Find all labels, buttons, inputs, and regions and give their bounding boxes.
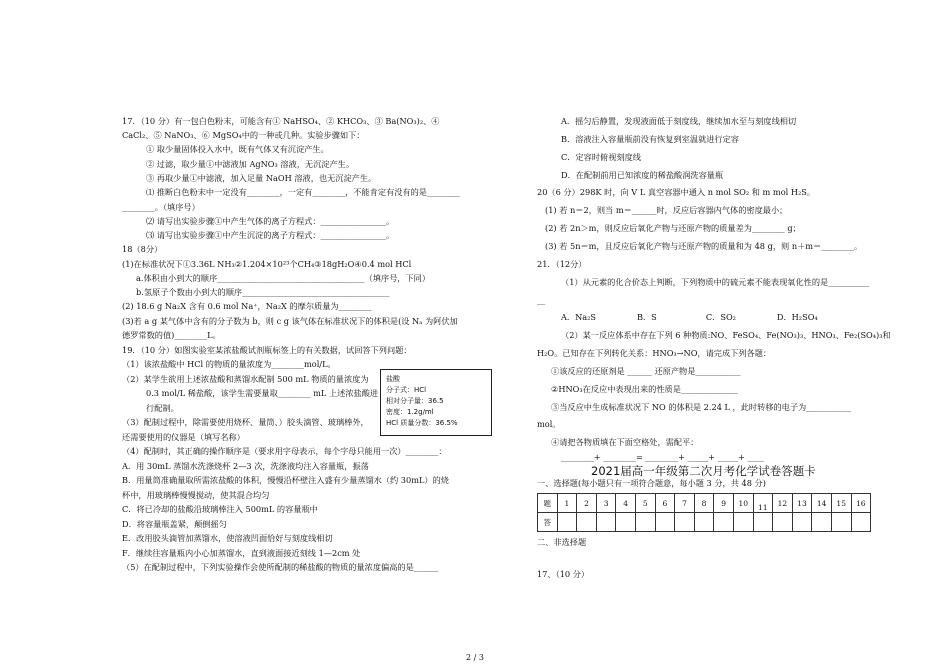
page-number: 2 / 3: [466, 653, 484, 662]
label-formula: 分子式：HCl: [386, 386, 427, 394]
q21-line: ①该反应的还原剂是 ______ 还原产物是___________: [551, 366, 741, 376]
answer-grid: [537, 493, 871, 532]
q21-line: __: [537, 295, 546, 305]
q17-sub: ________。（填序号）: [122, 202, 200, 212]
answer-cell[interactable]: [577, 513, 597, 532]
q19-line: 还需要使用的仪器是（填写名称）: [122, 432, 245, 442]
grid-number: 4: [616, 494, 636, 513]
grid-number: 16: [851, 494, 871, 513]
q19-line: 0.3 mol/L 稀盐酸，该学生需要量取________ mL 上述浓盐酸进: [146, 388, 379, 398]
grid-number: 6: [655, 494, 675, 513]
q20-line: (2) 若 2n＞m，则反应后氧化产物与还原产物的质量差为________ g；: [545, 223, 801, 233]
section2-heading: 二、非选择题: [537, 537, 587, 547]
q21-line: mol。: [537, 419, 561, 429]
q19-line: 行配制。: [146, 403, 179, 413]
answer-cell[interactable]: [675, 513, 695, 532]
answer-cell[interactable]: [616, 513, 636, 532]
q18-line: (2) 18.6 g Na₂X 含有 0.6 mol Na⁺，Na₂X 的摩尔质量为________: [122, 301, 372, 311]
grid-number: 10: [733, 494, 753, 513]
reagent-label-box: [380, 369, 492, 436]
q21-line: （1）从元素的化合价态上判断，下列物质中的硫元素不能表现氧化性的是__________: [561, 277, 870, 287]
q21-options: A．Na₂S B．S C．SO₂ D．H₂SO₄: [561, 312, 818, 322]
q21-equation: ________+ ________= ________+ _____+ _____+ ____: [561, 452, 764, 462]
answer-card-title: 2021届高一年级第二次月考化学试卷答题卡: [591, 464, 816, 478]
q21-line: H₂O。已知存在下列转化关系：HNO₃→NO，请完成下列各题：: [537, 348, 772, 358]
q19-option: C．将已冷却的盐酸沿玻璃棒注入 500mL 的容量瓶中: [122, 504, 318, 514]
q21-title: 21．（12分）: [537, 259, 587, 269]
q20-title: 20（6 分）298K 时，向 V L 真空容器中通入 n mol SO₂ 和 m mol H₂S。: [537, 187, 816, 197]
grid-number: 3: [596, 494, 616, 513]
q19-line: （3）配制过程中，除需要使用烧杯、量筒、）胶头滴管、玻璃棒外，: [122, 417, 369, 427]
q18-line: a.体积由小到大的顺序____________________________________（填序号，下同）: [136, 273, 431, 283]
answer-cell[interactable]: [635, 513, 655, 532]
q20-line: (3) 若 5n＝m，且反应后氧化产物与还原产物的质量和为 48 g，则 n＋m＝________。: [545, 241, 863, 251]
label-density: 密度：1.2g/ml: [386, 408, 434, 416]
answer-cell[interactable]: [655, 513, 675, 532]
answer-cell[interactable]: [773, 513, 793, 532]
section1-heading: 一、选择题(每小题只有一项符合题意，每小题 3 分，共 48 分): [537, 478, 766, 488]
q21-line: ②HNO₃在反应中表现出来的性质是______________: [551, 384, 739, 394]
q18-line: (1)在标准状况下①3.36L NH₃②1.204×10²³个CH₄③18gH₂O④0.4 mol HCl: [122, 259, 412, 269]
q19-line: （1）该浓盐酸中 HCl 的物质的量浓度为________mol/L。: [122, 359, 336, 369]
answer-cell[interactable]: [753, 513, 773, 532]
q17-step: ① 取少量固体投入水中，既有气体又有沉淀产生。: [146, 144, 329, 154]
q17-sub: ⑶ 请写出实验步骤①中产生沉淀的离子方程式：________________。: [146, 230, 395, 240]
q17-answer-label: 17、（10 分）: [537, 569, 590, 579]
answer-cell[interactable]: [596, 513, 616, 532]
label-title: 盐酸: [386, 375, 400, 383]
q19-option: D．在配制前用已知浓度的稀盐酸润洗容量瓶: [561, 170, 724, 180]
answer-cell[interactable]: [851, 513, 871, 532]
q19-option: 杯中，用玻璃棒慢慢搅动，使其混合均匀: [122, 490, 270, 500]
q19-option: B．用量筒准确量取所需浓盐酸的体积，慢慢沿杯壁注入盛有少量蒸馏水（约 30mL）的烧: [122, 475, 449, 485]
q19-option: D．将容量瓶盖紧，颠倒摇匀: [122, 519, 227, 529]
answer-cell[interactable]: [714, 513, 734, 532]
q19-title: 19．（10 分）如图实验室某浓盐酸试剂瓶标签上的有关数据，试回答下列问题：: [122, 345, 412, 355]
q19-option: C．定容时俯视刻度线: [561, 152, 641, 162]
q17-step: ② 过滤，取少量①中滤液加 AgNO₃ 溶液，无沉淀产生。: [146, 159, 355, 169]
label-fraction: HCl 质量分数：36.5%: [386, 419, 458, 427]
answer-cell[interactable]: [557, 513, 577, 532]
q21-line: ④请把各物质填在下面空格处，需配平：: [551, 437, 699, 447]
q19-option: E．改用胶头滴管加蒸馏水，使溶液凹面恰好与刻度线相切: [122, 533, 333, 543]
grid-number: 15: [831, 494, 851, 513]
q17-line: CaCl₂、⑤ NaNO₃、⑥ MgSO₄中的一种或几种。实验步骤如下：: [122, 130, 365, 140]
grid-number: 2: [577, 494, 597, 513]
q21-line: （2）某一反应体系中存在下列 6 种物质:NO、FeSO₄、Fe(NO₃)₃、HNO₃、Fe₂(SO₄)₃和: [561, 330, 891, 340]
grid-number: 1: [557, 494, 577, 513]
q19-line: （4）配制时，其正确的操作顺序是（要求用字母表示，每个字母只能用一次）________：: [122, 446, 447, 456]
answer-cell[interactable]: [831, 513, 851, 532]
q19-option: F．继续往容量瓶内小心加蒸馏水，直到液面接近刻线 1—2cm 处: [122, 548, 361, 558]
label-mass: 相对分子量：36.5: [386, 397, 444, 405]
grid-number: 14: [812, 494, 832, 513]
grid-number: 7: [675, 494, 695, 513]
q21-line: ③当反应中生成标准状况下 NO 的体积是 2.24 L ，此时转移的电子为___________: [551, 402, 852, 412]
q18-line: (3)若 a g 某气体中含有的分子数为 b，则 c g 该气体在标准状况下的体积是(设 Nₐ 为阿伏加: [122, 316, 458, 326]
q17-line: 17．（10 分）有一包白色粉末，可能含有① NaHSO₄、② KHCO₃、③ Ba(NO₃)₂、④: [122, 116, 440, 126]
q17-sub: ⑵ 请写出实验步骤①中产生气体的离子方程式：________________。: [146, 216, 395, 226]
grid-number: 8: [694, 494, 714, 513]
q19-option: A．用 30mL 蒸馏水洗涤烧杯 2—3 次，洗涤液均注入容量瓶，振荡: [122, 461, 369, 471]
q17-step: ③ 再取少量①中滤液，加入足量 NaOH 溶液，也无沉淀产生。: [146, 173, 377, 183]
q19-line: （2）某学生欲用上述浓盐酸和蒸馏水配制 500 mL 物质的量浓度为: [122, 374, 369, 384]
answer-cell[interactable]: [733, 513, 753, 532]
q18-title: 18（8分）: [122, 244, 163, 254]
q18-line: b.氢原子个数由小到大的顺序____________________________________: [136, 287, 390, 297]
q19-option: A．摇匀后静置，发现液面低于刻度线，继续加水至与刻度线相切: [561, 116, 797, 126]
grid-number: 9: [714, 494, 734, 513]
grid-number: 5: [635, 494, 655, 513]
answer-cell[interactable]: [694, 513, 714, 532]
q17-sub: ⑴ 推断白色粉末中一定没有________，一定有________，不能肯定有没有的是________: [146, 187, 460, 197]
grid-row-label: 答: [538, 513, 558, 532]
answer-cell[interactable]: [792, 513, 812, 532]
q18-line: 德罗常数的值)________L。: [122, 330, 221, 340]
q20-line: (1) 若 n＝2，则当 m＝______时，反应后容器内气体的密度最小；: [545, 205, 788, 215]
grid-number: 13: [792, 494, 812, 513]
grid-row-label: 题: [538, 494, 558, 513]
q19-option: B．溶液注入容量瓶前没有恢复到室温就进行定容: [561, 134, 739, 144]
grid-number: 11: [753, 494, 773, 513]
grid-number: 12: [773, 494, 793, 513]
q19-line: （5）在配制过程中，下列实验操作会使所配制的稀盐酸的物质的量浓度偏高的是______: [122, 562, 439, 572]
answer-cell[interactable]: [812, 513, 832, 532]
